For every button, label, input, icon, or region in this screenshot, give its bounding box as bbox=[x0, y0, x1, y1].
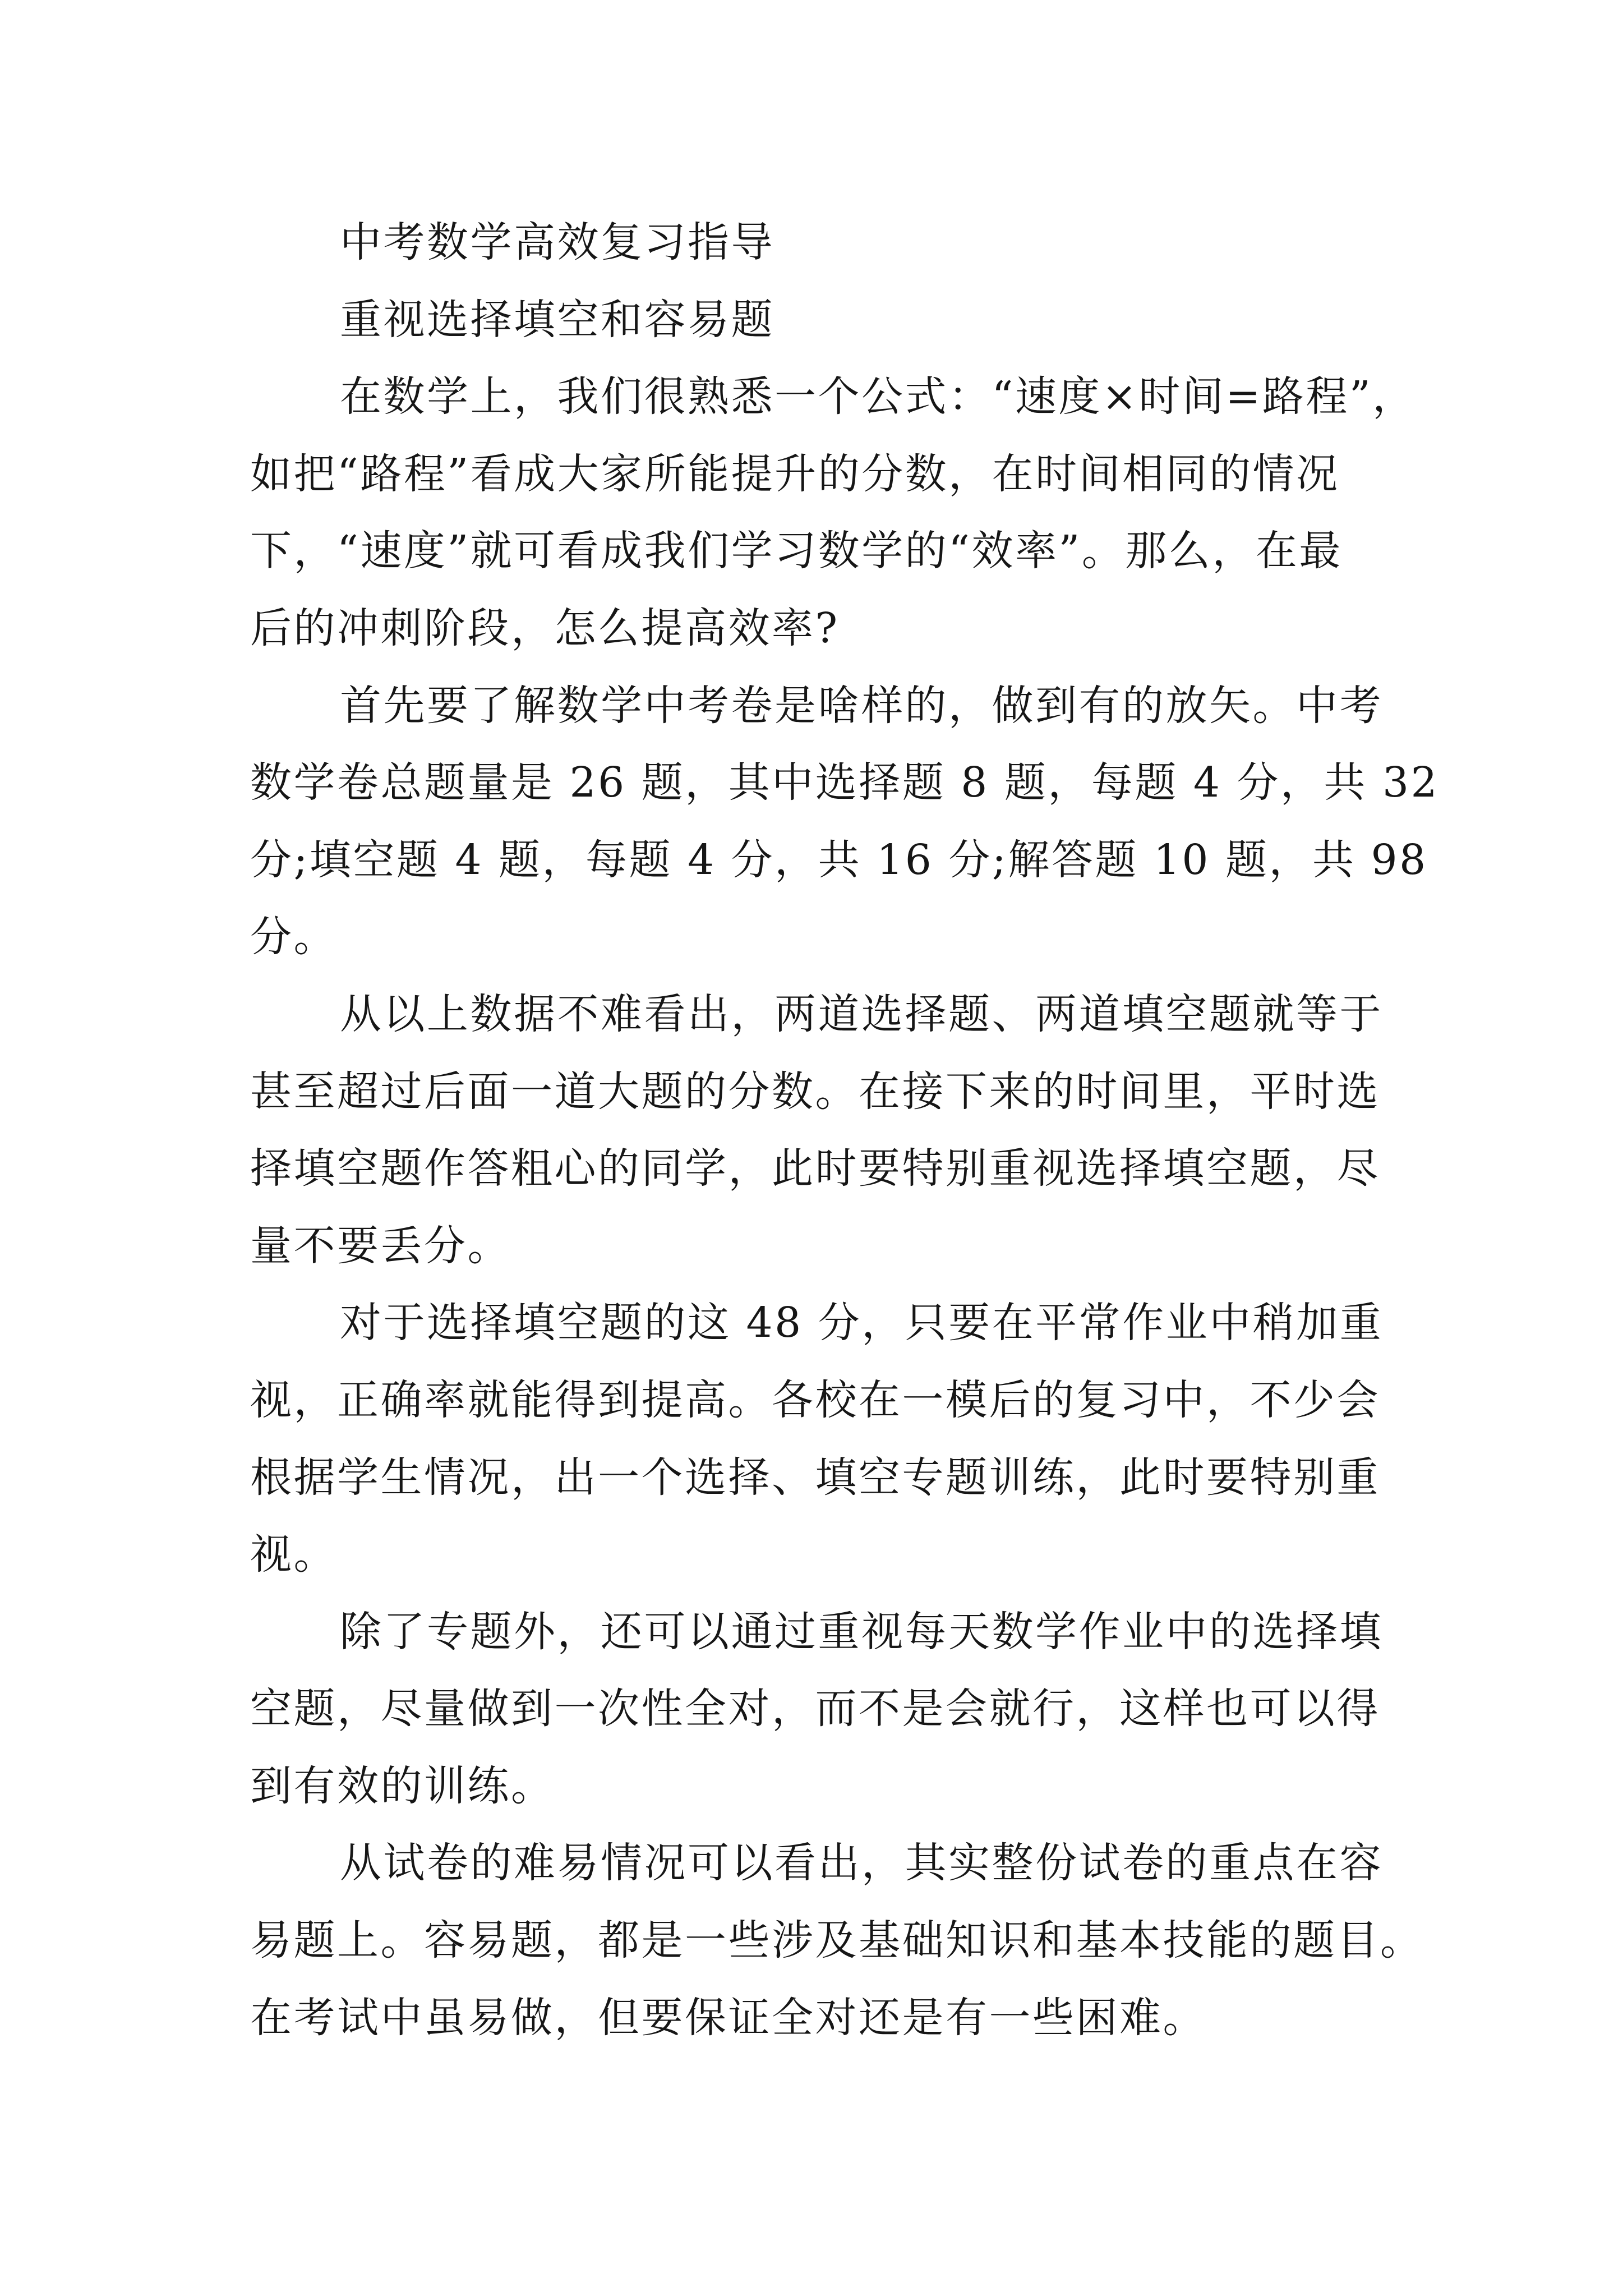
text-line: 在考试中虽易做，但要保证全对还是有一些困难。 bbox=[250, 1993, 1206, 2042]
text-line: 择填空题作答粗心的同学，此时要特别重视选择填空题，尽 bbox=[250, 1144, 1380, 1193]
paragraph bbox=[250, 1594, 1484, 1825]
paragraph bbox=[250, 976, 1484, 1285]
text-line: 如把“路程”看成大家所能提升的分数，在时间相同的情况 bbox=[250, 449, 1340, 498]
text-line: 从以上数据不难看出，两道选择题、两道填空题就等于 bbox=[340, 990, 1383, 1038]
paragraph bbox=[250, 1285, 1484, 1593]
text-line: 甚至超过后面一道大题的分数。在接下来的时间里，平时选 bbox=[250, 1067, 1380, 1116]
text-line: 从试卷的难易情况可以看出，其实整份试卷的重点在容 bbox=[340, 1839, 1383, 1888]
text-line: 首先要了解数学中考卷是啥样的，做到有的放矢。中考 bbox=[340, 681, 1383, 730]
text-line: 到有效的训练。 bbox=[250, 1761, 555, 1810]
section-heading: 重视选择填空和容易题 bbox=[340, 295, 774, 344]
text-line: 对于选择填空题的这 48 分，只要在平常作业中稍加重 bbox=[340, 1299, 1384, 1347]
document-title: 中考数学高效复习指导 bbox=[340, 218, 774, 266]
text-line: 根据学生情况，出一个选择、填空专题训练，此时要特别重 bbox=[250, 1453, 1380, 1502]
text-line: 分;填空题 4 题，每题 4 分，共 16 分;解答题 10 题，共 98 bbox=[250, 835, 1428, 884]
text-line: 数学卷总题量是 26 题，其中选择题 8 题，每题 4 分，共 32 bbox=[250, 758, 1440, 807]
text-line: 空题，尽量做到一次性全对，而不是会就行，这样也可以得 bbox=[250, 1685, 1380, 1733]
text-line: 后的冲刺阶段，怎么提高效率? bbox=[250, 604, 840, 652]
text-line: 视。 bbox=[250, 1530, 337, 1579]
text-line: 除了专题外，还可以通过重视每天数学作业中的选择填 bbox=[340, 1607, 1383, 1656]
paragraph bbox=[250, 1825, 1484, 2056]
document-body bbox=[250, 204, 1484, 2056]
paragraph bbox=[250, 668, 1484, 976]
text-line: 易题上。容易题，都是一些涉及基础知识和基本技能的题目。 bbox=[250, 1916, 1424, 1965]
text-line: 下，“速度”就可看成我们学习数学的“效率”。那么，在最 bbox=[250, 527, 1343, 576]
paragraph bbox=[250, 358, 1484, 667]
text-line: 在数学上，我们很熟悉一个公式：“速度×时间=路程”， bbox=[340, 372, 1416, 421]
text-line: 视，正确率就能得到提高。各校在一模后的复习中，不少会 bbox=[250, 1375, 1380, 1424]
text-line: 分。 bbox=[250, 913, 337, 961]
text-line: 量不要丢分。 bbox=[250, 1221, 511, 1270]
